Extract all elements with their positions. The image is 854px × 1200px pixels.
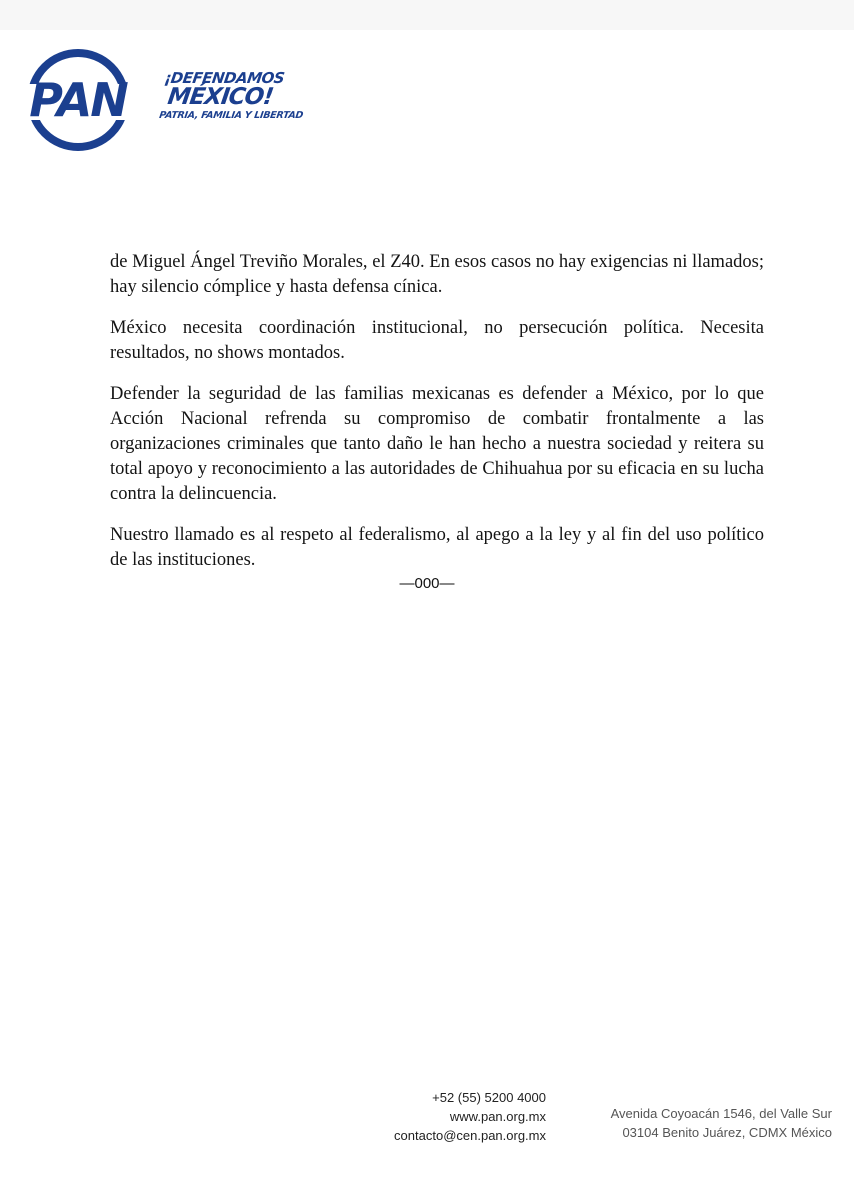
paragraph: de Miguel Ángel Treviño Morales, el Z40. En esos casos no hay exigencias ni llamados; hay silencio cómplice y hasta defensa cínica.	[110, 252, 764, 297]
letterhead	[16, 46, 316, 156]
footer-address-line-1: Avenida Coyoacán 1546, del Valle Sur	[610, 1106, 832, 1121]
footer-address	[611, 1104, 832, 1142]
footer-contact	[394, 1088, 546, 1145]
press-release-body	[110, 250, 764, 589]
slogan	[158, 70, 325, 122]
paragraph: Defender la seguridad de las familias mexicanas es defender a México, por lo que Acción Nacional refrenda su compromiso de combatir frontalmente a las organizaciones criminales que tanto daño le han hecho a nuestra sociedad y reitera su total apoyo y reconocimiento a las autoridades de Chihuahua por su eficacia en su lucha contra la delincuencia.	[110, 384, 764, 504]
pan-logo-text: PAN	[29, 73, 127, 127]
slogan-line-2: MÉXICO!	[166, 84, 275, 110]
footer-address-line-2: 03104 Benito Juárez, CDMX México	[622, 1125, 832, 1140]
slogan-line-1: ¡DEFENDAMOS	[163, 69, 286, 87]
footer-email[interactable]: contacto@cen.pan.org.mx	[394, 1128, 546, 1143]
footer-phone: +52 (55) 5200 4000	[432, 1090, 546, 1105]
footer-website[interactable]: www.pan.org.mx	[449, 1109, 546, 1124]
pan-logo	[16, 46, 142, 154]
top-band	[0, 0, 854, 30]
paragraph: Nuestro llamado es al respeto al federalismo, al apego a la ley y al fin del uso político de las instituciones.	[110, 525, 764, 570]
slogan-line-3: PATRIA, FAMILIA Y LIBERTAD	[158, 110, 304, 121]
closing-mark: —000—	[399, 575, 455, 592]
paragraph: México necesita coordinación institucional, no persecución política. Necesita resultados, no shows montados.	[110, 318, 764, 363]
